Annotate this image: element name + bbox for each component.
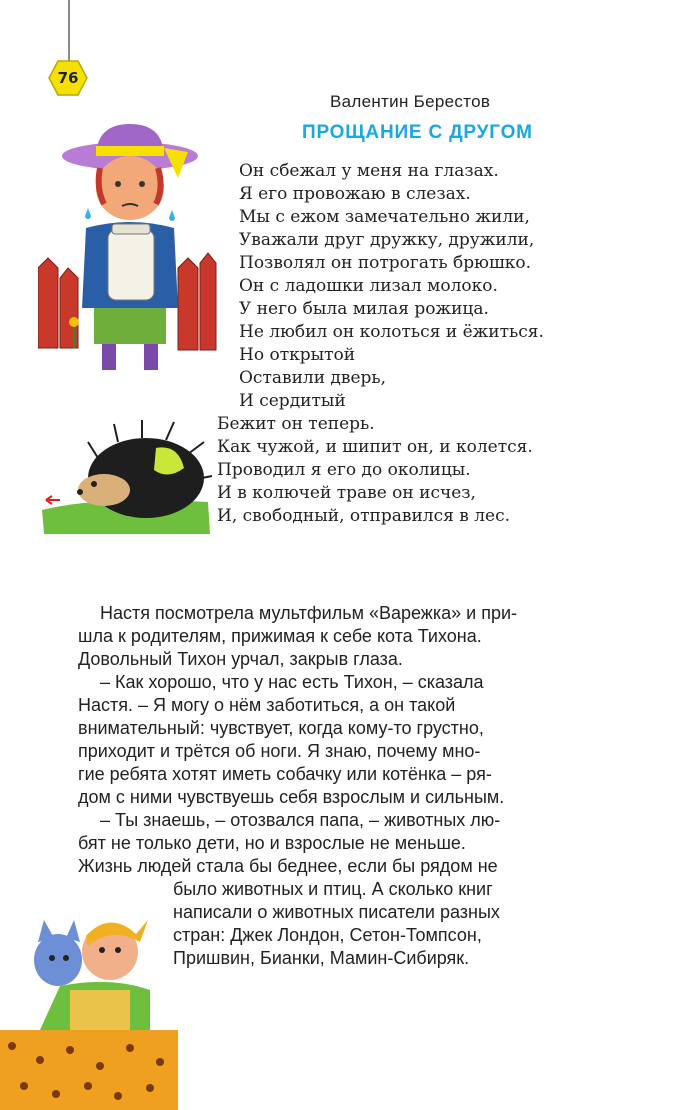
poem-line: Позволял он потрогать брюшко. [239, 253, 532, 273]
poem-title: ПРОЩАНИЕ С ДРУГОМ [302, 122, 533, 143]
girl-with-cat-illustration [0, 890, 180, 1110]
prose-line: шла к родителям, прижимая к себе кота Тихона. [78, 626, 482, 646]
hedgehog-illustration [38, 418, 213, 536]
poem-line: И, свободный, отправился в лес. [217, 506, 510, 526]
prose-line: Жизнь людей стала бы беднее, если бы рядом не [78, 856, 498, 876]
poem-line: Но открытой [239, 345, 356, 365]
poem-line: Не любил он колоться и ёжиться. [239, 322, 544, 342]
poem-line: Оставили дверь, [239, 368, 387, 388]
prose-line: написали о животных писатели разных [173, 902, 500, 922]
prose-line: внимательный: чувствует, когда кому-то грустно, [78, 718, 484, 738]
prose-line: приходит и трётся об ноги. Я знаю, почему мно- [78, 741, 481, 761]
poem-line: Я его провожаю в слезах. [239, 184, 471, 204]
prose-line: Настя посмотрела мультфильм «Варежка» и при- [100, 603, 517, 623]
poem-line: Он с ладошки лизал молоко. [239, 276, 498, 296]
prose-line: дом с ними чувствуешь себя взрослым и сильным. [78, 787, 505, 807]
page-number: 76 [57, 69, 79, 87]
poem-line: Бежит он теперь. [217, 414, 375, 434]
prose-line: – Ты знаешь, – отозвался папа, – животных лю- [100, 810, 501, 830]
poem-line: И в колючей траве он исчез, [217, 483, 476, 503]
boy-with-milk-illustration [38, 118, 218, 378]
prose-line: Настя. – Я могу о нём заботиться, а он такой [78, 695, 456, 715]
prose-line: Довольный Тихон урчал, закрыв глаза. [78, 649, 403, 669]
prose-line: бят не только дети, но и взрослые не меньше. [78, 833, 466, 853]
poem-line: У него была милая рожица. [239, 299, 489, 319]
prose-line: было животных и птиц. А сколько книг [173, 879, 493, 899]
poem-line: Проводил я его до околицы. [217, 460, 471, 480]
prose-line: Пришвин, Бианки, Мамин-Сибиряк. [173, 948, 470, 968]
prose-line: стран: Джек Лондон, Сетон-Томпсон, [173, 925, 482, 945]
poem-line: Мы с ежом замечательно жили, [239, 207, 530, 227]
prose-line: гие ребята хотят иметь собачку или котёнка – ря- [78, 764, 492, 784]
poem-line: Как чужой, и шипит он, и колется. [217, 437, 533, 457]
poem-line: Он сбежал у меня на глазах. [239, 161, 499, 181]
prose-line: – Как хорошо, что у нас есть Тихон, – сказала [100, 672, 484, 692]
page-marker-line [68, 0, 70, 62]
author-name: Валентин Берестов [330, 92, 491, 111]
poem-line: Уважали друг дружку, дружили, [239, 230, 535, 250]
poem-line: И сердитый [239, 391, 346, 411]
